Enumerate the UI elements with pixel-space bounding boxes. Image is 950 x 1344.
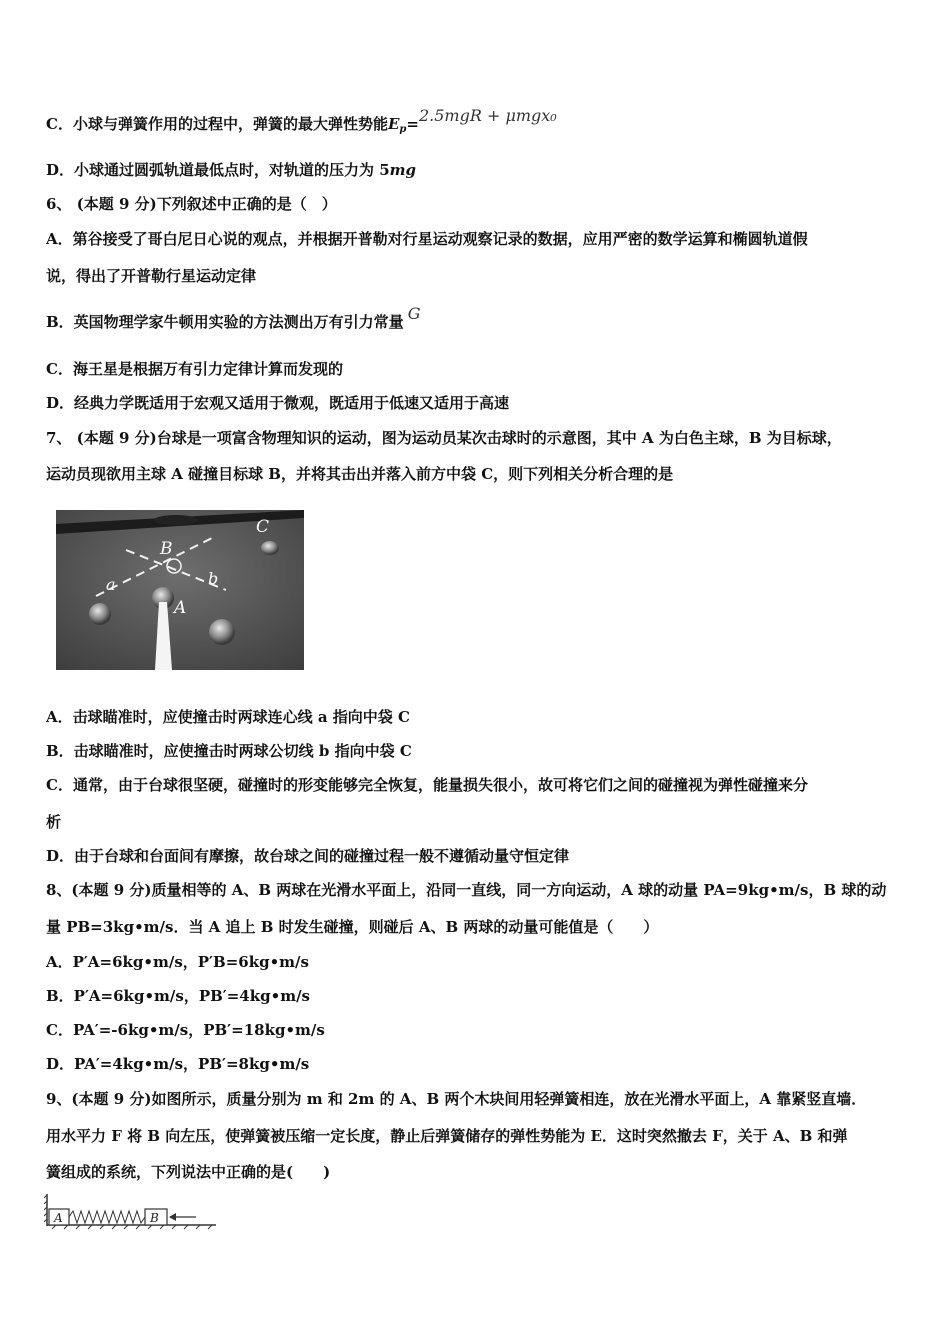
q5-option-d-var: mg <box>389 161 417 179</box>
q5-option-c <box>46 106 910 140</box>
q9-stem-line3: 簧组成的系统，下列说法中正确的是( ) <box>46 1163 331 1181</box>
q5-option-d <box>46 160 910 180</box>
ball-c-area <box>261 541 279 555</box>
ball-left <box>89 603 111 625</box>
spring-block-diagram <box>44 1192 220 1230</box>
pocket-c <box>154 515 198 525</box>
block-a-label: A <box>54 1211 63 1225</box>
q6-option-b-g: G <box>407 304 421 323</box>
label-a: A <box>174 598 187 618</box>
q6-option-c: C．海王星是根据万有引力定律计算而发现的 <box>46 360 343 378</box>
q6-option-b <box>46 304 910 332</box>
q5-option-c-eq: = <box>406 115 419 133</box>
label-b: B <box>160 539 173 559</box>
force-arrow-head <box>169 1213 176 1221</box>
q6-option-b-text: B．英国物理学家牛顿用实验的方法测出万有引力常量 <box>46 313 404 331</box>
label-line-a: a <box>106 575 116 594</box>
q8-stem-line2: 量 PB=3kg•m/s．当 A 追上 B 时发生碰撞，则碰后 A、B 两球的动量可能值是（ ） <box>46 918 659 936</box>
q5-option-c-formula: 2.5mgR + μmgx₀ <box>418 106 557 125</box>
label-line-b: b <box>208 569 219 588</box>
q5-option-d-text: D．小球通过圆弧轨道最低点时，对轨道的压力为 5 <box>46 161 390 179</box>
q7-option-b: B．击球瞄准时，应使撞击时两球公切线 b 指向中袋 C <box>46 742 412 760</box>
q7-option-c-line1: C．通常，由于台球很坚硬，碰撞时的形变能够完全恢复，能量损失很小，故可将它们之间的碰撞视为弹性碰撞来分 <box>46 776 808 794</box>
block-b-label: B <box>150 1211 159 1225</box>
q6-option-d: D．经典力学既适用于宏观又适用于微观，既适用于低速又适用于高速 <box>46 394 510 412</box>
q7-stem-line1: 7、 (本题 9 分)台球是一项富含物理知识的运动，图为运动员某次击球时的示意图，其中 A 为白色主球，B 为目标球， <box>46 429 842 447</box>
billiards-photo <box>56 510 304 670</box>
q9-stem-line1: 9、(本题 9 分)如图所示，质量分别为 m 和 2m 的 A、B 两个木块间用轻弹簧相连，放在光滑水平面上，A 靠紧竖直墙． <box>46 1090 867 1108</box>
q6-stem: 6、 (本题 9 分)下列叙述中正确的是（ ） <box>46 195 337 213</box>
billiards-photo-graphic <box>56 510 304 670</box>
q8-option-c: C．PA′=-6kg•m/s，PB′=18kg•m/s <box>46 1021 325 1039</box>
q9-stem-line2: 用水平力 F 将 B 向左压，使弹簧被压缩一定长度，静止后弹簧储存的弹性势能为 E．这时突然撤去 F，关于 A、B 和弹 <box>46 1127 848 1145</box>
q7-option-c-line2: 析 <box>46 813 62 831</box>
q5-option-c-sub: p <box>399 124 407 135</box>
q8-option-a: A．P′A=6kg•m/s，P′B=6kg•m/s <box>46 953 309 971</box>
q6-option-a-line1: A．第谷接受了哥白尼日心说的观点，并根据开普勒对行星运动观察记录的数据，应用严密的数学运算和椭圆轨道假 <box>46 230 808 248</box>
spring-block-graphic <box>44 1192 220 1230</box>
q5-option-c-text: C．小球与弹簧作用的过程中，弹簧的最大弹性势能 <box>46 115 388 133</box>
q6-option-a-line2: 说，得出了开普勒行星运动定律 <box>46 267 257 285</box>
q7-option-a: A．击球瞄准时，应使撞击时两球连心线 a 指向中袋 C <box>46 708 410 726</box>
q8-option-d: D．PA′=4kg•m/s，PB′=8kg•m/s <box>46 1055 310 1073</box>
q5-option-c-var: E <box>387 115 400 133</box>
q7-stem-line2: 运动员现欲用主球 A 碰撞目标球 B，并将其击出并落入前方中袋 C，则下列相关分析合理的是 <box>46 465 674 483</box>
label-c: C <box>256 517 270 537</box>
spring <box>69 1211 145 1223</box>
q7-option-d: D．由于台球和台面间有摩擦，故台球之间的碰撞过程一般不遵循动量守恒定律 <box>46 847 570 865</box>
q8-option-b: B．P′A=6kg•m/s，PB′=4kg•m/s <box>46 987 311 1005</box>
ball-right <box>209 619 235 645</box>
q8-stem-line1: 8、(本题 9 分)质量相等的 A、B 两球在光滑水平面上，沿同一直线，同一方向运动，A 球的动量 PA=9kg•m/s，B 球的动 <box>46 881 887 899</box>
